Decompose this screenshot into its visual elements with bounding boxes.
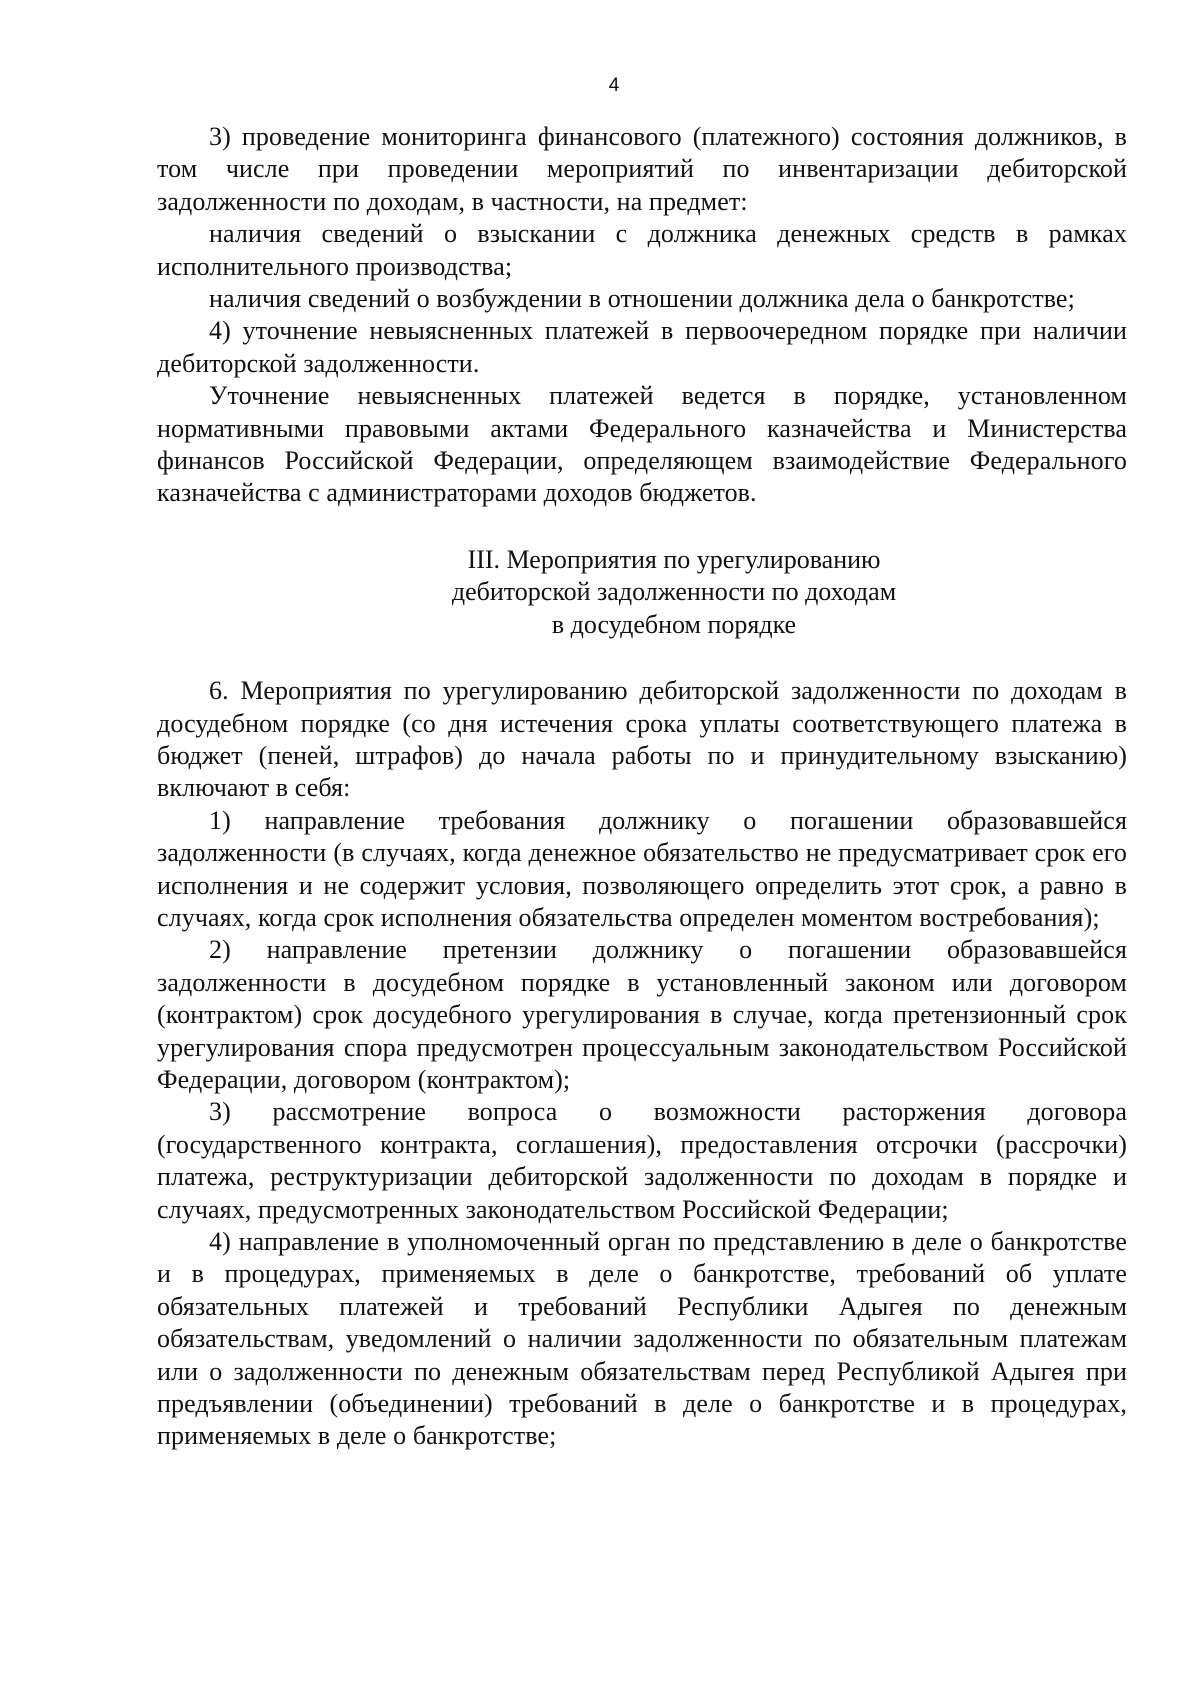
paragraph-unclear-payments: 4) уточнение невыясненных платежей в первоочередном порядке при наличии дебиторской задолженности. [157, 316, 1127, 378]
section-heading [157, 544, 1127, 641]
section-heading-line-2: дебиторской задолженности по доходам [451, 577, 897, 607]
section-heading-line-1: III. Мероприятия по урегулированию [467, 544, 881, 574]
paragraph-claim: 2) направление претензии должнику о погашении образовавшейся задолженности в досудебном порядке в установленный законом или договором (контрактом) срок досудебного урегулирования в случае, когда претензионный срок урегулирования спора предусмотрен процессуальным законодательством Российской Федерации, договором (контрактом); [157, 935, 1127, 1094]
section-heading-line-3: в досудебном порядке [551, 609, 797, 639]
paragraph-bankruptcy-info: наличия сведений о возбуждении в отношении должника дела о банкротстве; [209, 284, 1075, 314]
paragraph-contract-review: 3) рассмотрение вопроса о возможности расторжения договора (государственного контракта, соглашения), предоставления отсрочки (рассрочки) платежа, реструктуризации дебиторской задолженности по доходам в порядке и случаях, предусмотренных законодательством Российской Федерации; [157, 1097, 1127, 1224]
paragraph-demand: 1) направление требования должнику о погашении образовавшейся задолженности (в случаях, когда денежное обязательство не предусматривает срок его исполнения и не содержит условия, позволяющего определить этот срок, а равно в случаях, когда срок исполнения обязательства определен моментом востребования); [157, 805, 1127, 932]
paragraph-authorized-body: 4) направление в уполномоченный орган по представлению в деле о банкротстве и в процедурах, применяемых в деле о банкротстве, требований об уплате обязательных платежей и требований Республики Адыгея по денежным обязательствам, уведомлений о наличии задолженности по обязательным платежам или о задолженности по денежным обязательствам перед Республикой Адыгея при предъявлении (объединении) требований в деле о банкротстве и в процедурах, применяемых в деле о банкротстве; [157, 1227, 1127, 1451]
paragraph-item-6: 6. Мероприятия по урегулированию дебиторской задолженности по доходам в досудебном порядке (со дня истечения срока уплаты соответствующего платежа в бюджет (пеней, штрафов) до начала работы по и принудительному взысканию) включают в себя: [157, 676, 1127, 803]
paragraph-monitoring: 3) проведение мониторинга финансового (платежного) состояния должников, в том числе при проведении мероприятий по инвентаризации дебиторской задолженности по доходам, в частности, на предмет: [157, 122, 1127, 216]
paragraph-clarification-order: Уточнение невыясненных платежей ведется в порядке, установленном нормативными правовыми актами Федерального казначейства и Министерства финансов Российской Федерации, определяющем взаимодействие Федерального казначейства с администраторами доходов бюджетов. [157, 381, 1127, 508]
paragraph-enforcement-info: наличия сведений о взыскании с должника денежных средств в рамках исполнительного производства; [157, 219, 1127, 281]
document-body [157, 121, 1127, 1453]
page-number: 4 [608, 75, 620, 96]
